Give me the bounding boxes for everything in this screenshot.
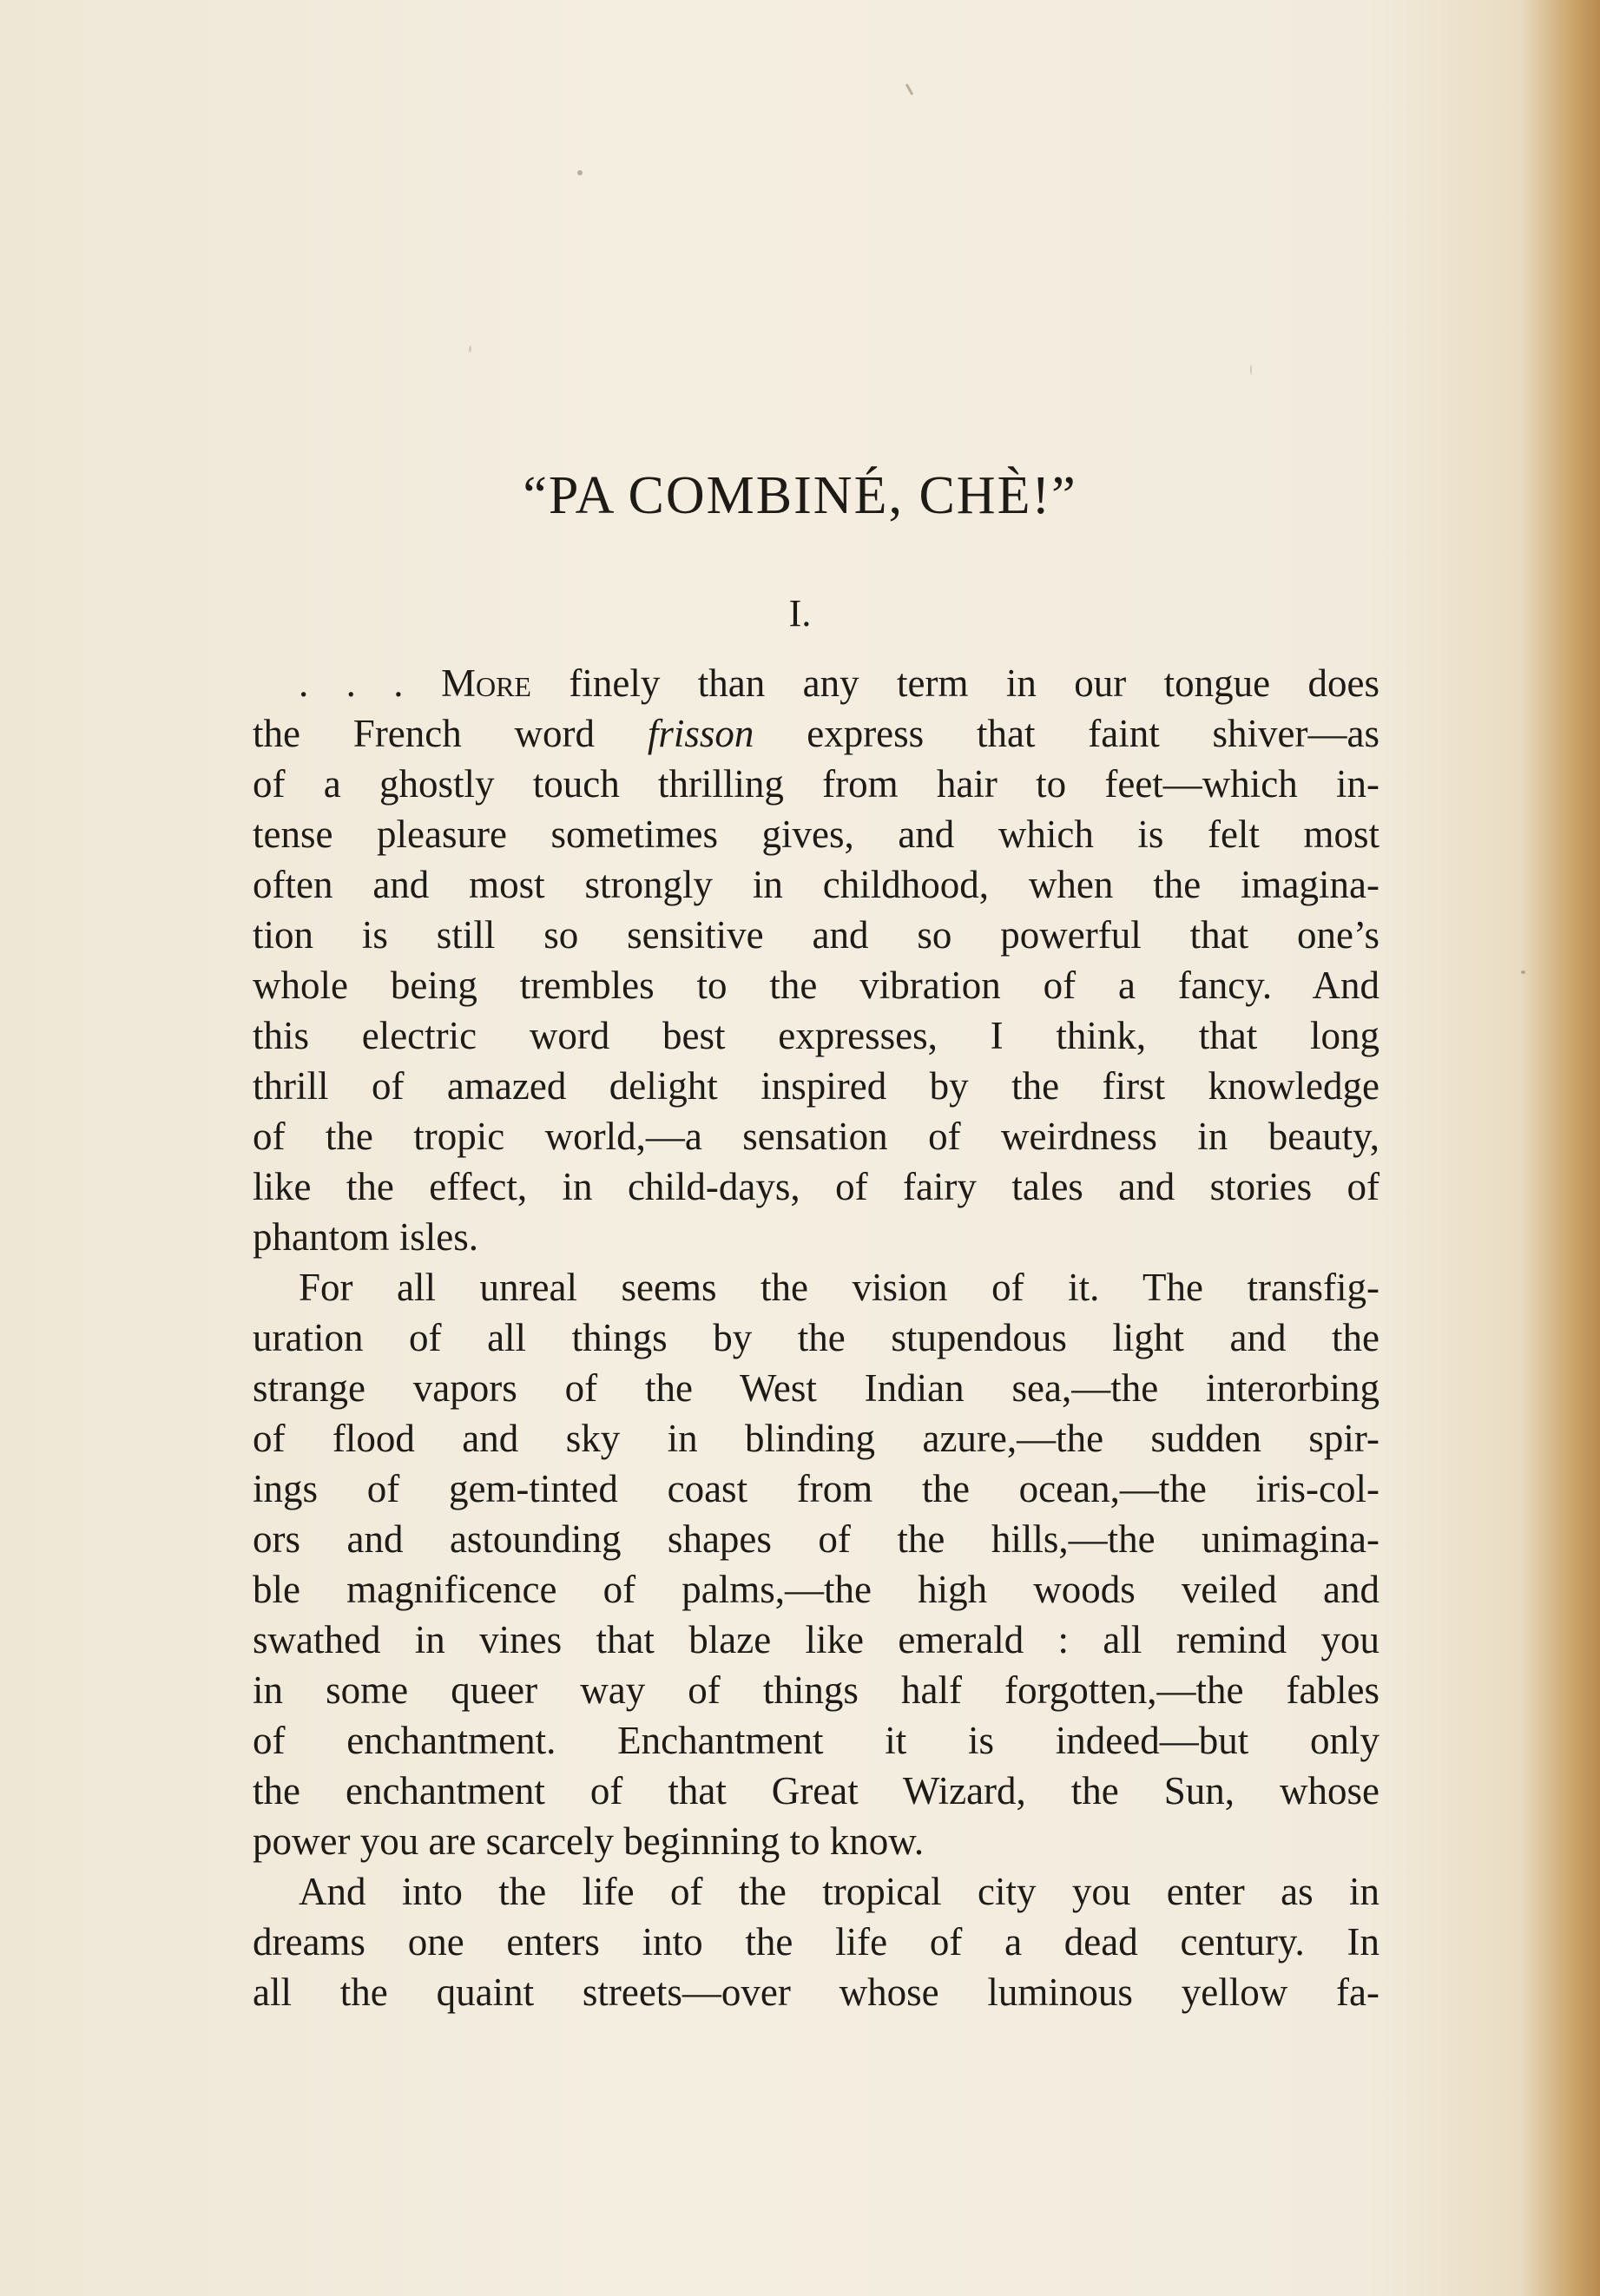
text-line: power you are scarcely beginning to know. (253, 1819, 925, 1863)
text-line: phantom isles. (253, 1215, 478, 1259)
text-line: of flood and sky in blinding azure,—the sudden spir- (253, 1417, 1379, 1460)
paper-speck (577, 170, 583, 175)
text-line: of enchantment. Enchantment it is indeed—but only (253, 1719, 1379, 1762)
text-line: of the tropic world,—a sensation of weirdness in beauty, (253, 1115, 1379, 1158)
text-line: For all unreal seems the vision of it. The transfig- (299, 1266, 1379, 1309)
text-line: . . . More finely than any term in our tongue does (299, 661, 1379, 705)
paper-speck (1250, 365, 1252, 375)
paper-speck (469, 345, 471, 352)
text-line: strange vapors of the West Indian sea,—the interorbing (253, 1366, 1379, 1410)
text-line: swathed in vines that blaze like emerald : all remind you (253, 1618, 1379, 1661)
paper-speck (1521, 970, 1525, 974)
text-line: ble magnificence of palms,—the high woods veiled and (253, 1568, 1379, 1611)
text-line: often and most strongly in childhood, when the imagina- (253, 863, 1379, 906)
text-line: ors and astounding shapes of the hills,—the unimagina- (253, 1517, 1379, 1561)
body-text (253, 658, 1379, 2017)
text-line: ings of gem-tinted coast from the ocean,—the iris-col- (253, 1467, 1379, 1510)
text-line: the enchantment of that Great Wizard, the Sun, whose (253, 1769, 1379, 1812)
text-line: tense pleasure sometimes gives, and which is felt most (253, 812, 1379, 856)
text-line: like the effect, in child-days, of fairy tales and stories of (253, 1165, 1379, 1208)
text-line: whole being trembles to the vibration of a fancy. And (253, 964, 1379, 1007)
text-line: And into the life of the tropical city you enter as in (299, 1870, 1379, 1913)
text-line: this electric word best expresses, I think, that long (253, 1014, 1379, 1057)
text-line: of a ghostly touch thrilling from hair to feet—which in- (253, 762, 1379, 806)
text-line: all the quaint streets—over whose luminous yellow fa- (253, 1970, 1379, 2014)
text-line: thrill of amazed delight inspired by the first knowledge (253, 1064, 1379, 1108)
section-number: I. (788, 592, 812, 635)
text-line: the French word frisson express that faint shiver—as (253, 712, 1380, 755)
chapter-title: “PA COMBINÉ, CHÈ!” (523, 466, 1077, 525)
text-line: dreams one enters into the life of a dead century. In (253, 1920, 1379, 1964)
text-line: uration of all things by the stupendous light and the (253, 1316, 1379, 1359)
text-line: tion is still so sensitive and so powerful that one’s (253, 913, 1379, 957)
paper-speck (905, 83, 914, 95)
text-line: in some queer way of things half forgotten,—the fables (253, 1668, 1379, 1712)
